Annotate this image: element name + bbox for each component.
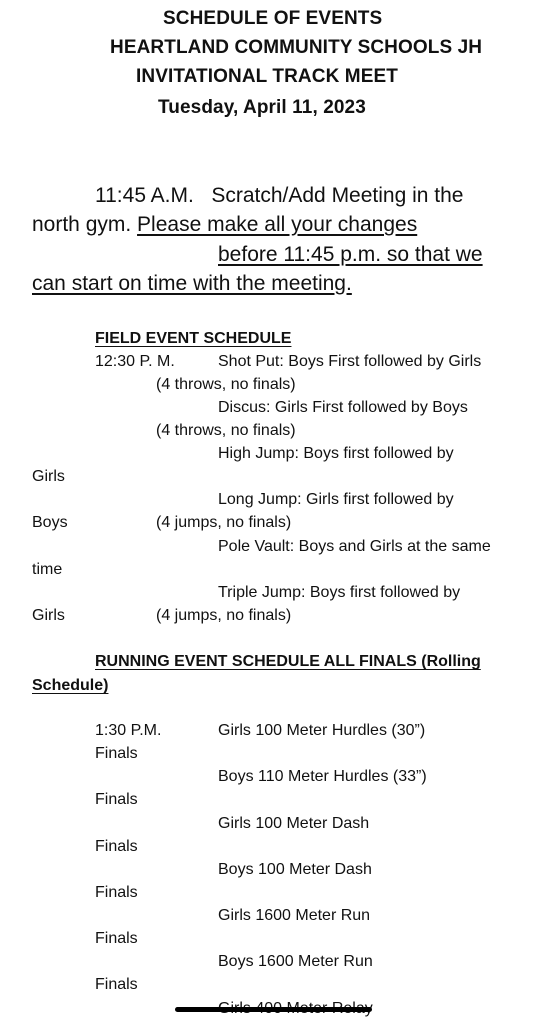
running-event-item: Boys 100 Meter Dash <box>218 861 372 878</box>
field-high-jump-cont: Girls <box>32 468 65 485</box>
field-pole-vault-cont: time <box>32 561 63 578</box>
meeting-line-4: can start on time with the meeting. <box>32 272 352 295</box>
running-event-finals-label: Finals <box>95 976 138 993</box>
running-event-item: Girls 1600 Meter Run <box>218 907 371 924</box>
running-event-finals-label: Finals <box>95 884 138 901</box>
field-long-jump-cont: Boys <box>32 514 68 531</box>
running-event-time: 1:30 P.M. <box>95 722 162 739</box>
meeting-line-2-plain: north gym. <box>32 213 138 236</box>
title-date: Tuesday, April 11, 2023 <box>158 97 366 118</box>
running-event-item: Boys 110 Meter Hurdles (33”) <box>218 768 427 785</box>
title-schedule-of-events: SCHEDULE OF EVENTS <box>163 8 383 29</box>
field-long-jump: Long Jump: Girls first followed by <box>218 491 454 508</box>
running-event-heading-line-1: RUNNING EVENT SCHEDULE ALL FINALS (Rolling <box>95 653 481 670</box>
field-high-jump: High Jump: Boys first followed by <box>218 445 454 462</box>
meeting-line-1: 11:45 A.M. Scratch/Add Meeting in the <box>95 184 464 207</box>
home-indicator-bar[interactable] <box>175 1007 372 1012</box>
running-event-item: Girls 100 Meter Dash <box>218 815 370 832</box>
field-discus: Discus: Girls First followed by Boys <box>218 399 468 416</box>
title-meet-name: INVITATIONAL TRACK MEET <box>136 66 398 87</box>
meeting-line-3: before 11:45 p.m. so that we <box>218 243 483 266</box>
running-event-finals-label: Finals <box>95 838 138 855</box>
field-event-heading: FIELD EVENT SCHEDULE <box>95 330 292 347</box>
running-event-finals-label: Finals <box>95 791 138 808</box>
field-long-jump-note: (4 jumps, no finals) <box>156 514 292 531</box>
running-event-heading-line-2: Schedule) <box>32 677 109 694</box>
field-shot-put: Shot Put: Boys First followed by Girls <box>218 353 482 370</box>
field-shot-put-note: (4 throws, no finals) <box>156 376 296 393</box>
running-event-item: Boys 1600 Meter Run <box>218 953 373 970</box>
meeting-line-2 <box>32 213 417 237</box>
field-triple-jump: Triple Jump: Boys first followed by <box>218 584 461 601</box>
field-event-time: 12:30 P. M. <box>95 353 175 370</box>
running-event-item: Girls 100 Meter Hurdles (30”) <box>218 722 426 739</box>
field-triple-jump-note: (4 jumps, no finals) <box>156 607 292 624</box>
running-event-finals-label: Finals <box>95 745 138 762</box>
running-event-finals-label: Finals <box>95 930 138 947</box>
title-school-name: HEARTLAND COMMUNITY SCHOOLS JH <box>110 37 483 58</box>
field-triple-jump-cont: Girls <box>32 607 65 624</box>
field-discus-note: (4 throws, no finals) <box>156 422 296 439</box>
meeting-line-2-underlined: Please make all your changes <box>137 213 418 236</box>
field-pole-vault: Pole Vault: Boys and Girls at the same <box>218 538 491 555</box>
